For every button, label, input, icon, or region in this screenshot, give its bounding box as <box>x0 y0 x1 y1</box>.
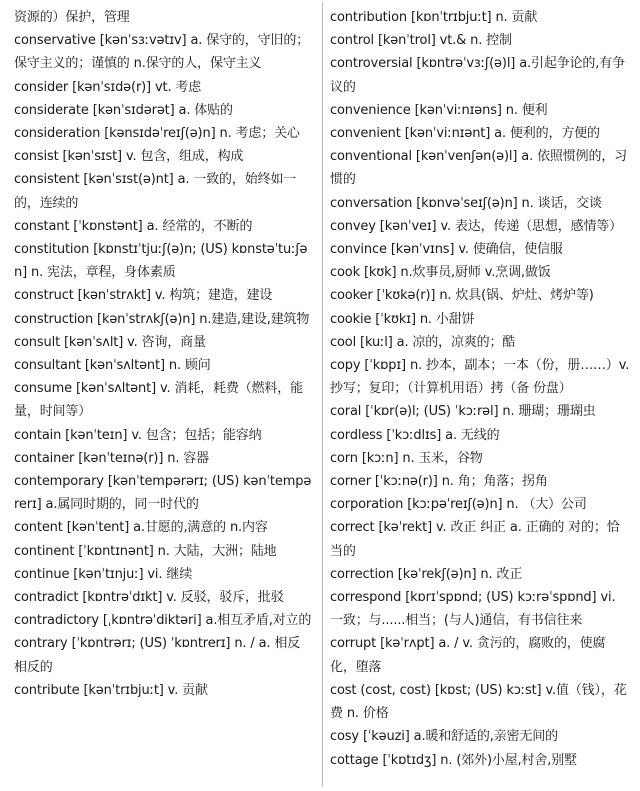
vocab-entry: contribution [kɒnˈtrɪbjuːt] n. 贡献 <box>330 10 538 25</box>
vocab-entry: coral [ˈkɒr(ə)l; (US) ˈkɔːrəl] n. 珊瑚；珊瑚虫 <box>330 404 596 420</box>
vocab-entry: copy [ˈkɒpɪ] n. 抄本，副本；一本（份，册……）v. 抄写；复印；（计算机用语）拷（备 份盘） <box>330 358 630 397</box>
vocab-entry: container [kənˈteɪnə(r)] n. 容器 <box>14 450 210 466</box>
vocab-entry: correct [kəˈrekt] v. 改正 纠正 a. 正确的 对的；恰当的 <box>330 520 620 559</box>
vocab-entry: cookie [ˈkʊkɪ] n. 小甜饼 <box>330 311 475 327</box>
vocab-entry: 资源的）保护，管理 <box>14 10 130 25</box>
vocab-entry: consistent [kənˈsɪst(ə)nt] a. 一致的，始终如一的，连续的 <box>14 172 297 211</box>
vocab-entry: contrary [ˈkɒntrərɪ; (US) ˈkɒntrerɪ] n. / a. 相反 相反的 <box>14 636 301 675</box>
vocab-entry: cordless [ˈkɔːdlɪs] a. 无线的 <box>330 427 500 443</box>
vocab-entry: construct [kənˈstrʌkt] v. 构筑；建造，建设 <box>14 288 273 304</box>
vocab-entry: conservative [kənˈsɜːvətɪv] a. 保守的，守旧的；保守主义的；谨慎的 n.保守的人，保守主义 <box>14 33 310 72</box>
vocab-entry: conversation [kɒnvəˈseɪʃ(ə)n] n. 谈话，交谈 <box>330 195 602 211</box>
vocab-entry: consider [kənˈsɪdə(r)] vt. 考虑 <box>14 79 202 95</box>
vocab-entry: constant [ˈkɒnstənt] a. 经常的，不断的 <box>14 218 253 234</box>
vocab-entry: consideration [kənsɪdəˈreɪʃ(ə)n] n. 考虑；关心 <box>14 126 300 142</box>
vocab-entry: cosy [ˈkəuzi] a.暖和舒适的,亲密无间的 <box>330 729 558 745</box>
vocab-entry: convenience [kənˈviːnɪəns] n. 便利 <box>330 102 548 118</box>
vocab-entry: contribute [kənˈtrɪbjuːt] v. 贡献 <box>14 682 208 698</box>
vocab-entry: contemporary [kənˈtempərərɪ; (US) kənˈtempərerɪ] a.属同时期的，同一时代的 <box>14 474 312 513</box>
left-column <box>14 6 316 702</box>
vocab-entry: consist [kənˈsɪst] v. 包含，组成，构成 <box>14 149 244 165</box>
right-column <box>330 6 630 772</box>
vocab-entry: content [kənˈtent] a.甘愿的,满意的 n.内容 <box>14 520 268 536</box>
vocab-entry: cottage [ˈkɒtɪdʒ] n. (郊外)小屋,村舍,别墅 <box>330 752 577 768</box>
vocab-entry: constitution [kɒnstɪˈtjuːʃ(ə)n; (US) kɒnstəˈtuːʃən] n. 宪法，章程，身体素质 <box>14 242 308 281</box>
vocab-entry: continent [ˈkɒntɪnənt] n. 大陆，大洲；陆地 <box>14 543 277 559</box>
vocab-entry: cost (cost, cost) [kɒst; (US) kɔːst] v.值（钱），花费 n. 价格 <box>330 682 627 722</box>
vocab-entry: corporation [kɔːpəˈreɪʃ(ə)n] n. （大）公司 <box>330 497 587 513</box>
vocab-entry: control [kənˈtrol] vt.& n. 控制 <box>330 33 512 49</box>
vocab-entry: controversial [kɒntrəˈvɜːʃ(ə)l] a.引起争论的,有争议的 <box>330 56 625 95</box>
vocab-entry: correspond [kɒrɪˈspɒnd; (US) kɔːrəˈspɒnd] vi. 一致；与......相当；(与人)通信，有书信往来 <box>330 590 616 629</box>
vocab-entry: conventional [kənˈvenʃən(ə)l] a. 依照惯例的，习惯的 <box>330 149 628 188</box>
vocab-entry: continue [kənˈtɪnjuː] vi. 继续 <box>14 566 193 582</box>
vocab-entry: cooker [ˈkʊkə(r)] n. 炊具(锅、炉灶、烤炉等) <box>330 288 594 304</box>
vocab-entry: cool [kuːl] a. 凉的，凉爽的；酷 <box>330 334 516 350</box>
vocab-entry: corn [kɔːn] n. 玉米，谷物 <box>330 450 483 466</box>
vocab-entry: consume [kənˈsʌltənt] v. 消耗，耗费（燃料，能量，时间等） <box>14 381 303 420</box>
vocab-entry: convince [kənˈvɪns] v. 使确信，使信服 <box>330 242 563 258</box>
vocab-entry: construction [kənˈstrʌkʃ(ə)n] n.建造,建设,建筑物 <box>14 311 310 327</box>
vocab-entry: consult [kənˈsʌlt] v. 咨询，商量 <box>14 334 206 350</box>
vocab-entry: considerate [kənˈsɪdərət] a. 体贴的 <box>14 102 233 118</box>
vocab-entry: contradictory [ˌkɒntrəˈdiktəri] a.相互矛盾,对立的 <box>14 613 312 629</box>
vocab-entry: consultant [kənˈsʌltənt] n. 顾问 <box>14 358 211 374</box>
vocab-entry: corner [ˈkɔːnə(r)] n. 角；角落；拐角 <box>330 474 548 490</box>
vocab-entry: convey [kənˈveɪ] v. 表达，传递（思想，感情等） <box>330 218 622 234</box>
vocab-entry: convenient [kənˈviːnɪənt] a. 便利的，方便的 <box>330 126 600 142</box>
vocab-entry: cook [kʊk] n.炊事员,厨师 v.烹调,做饭 <box>330 265 551 281</box>
column-divider <box>322 2 323 787</box>
vocab-entry: correction [kəˈrekʃ(ə)n] n. 改正 <box>330 566 523 582</box>
vocab-entry: contain [kənˈteɪn] v. 包含；包括；能容纳 <box>14 427 262 443</box>
vocab-entry: contradict [kɒntrəˈdɪkt] v. 反驳，驳斥，批驳 <box>14 590 284 606</box>
vocab-entry: corrupt [kəˈrʌpt] a. / v. 贪污的，腐败的，使腐化，堕落 <box>330 636 606 675</box>
